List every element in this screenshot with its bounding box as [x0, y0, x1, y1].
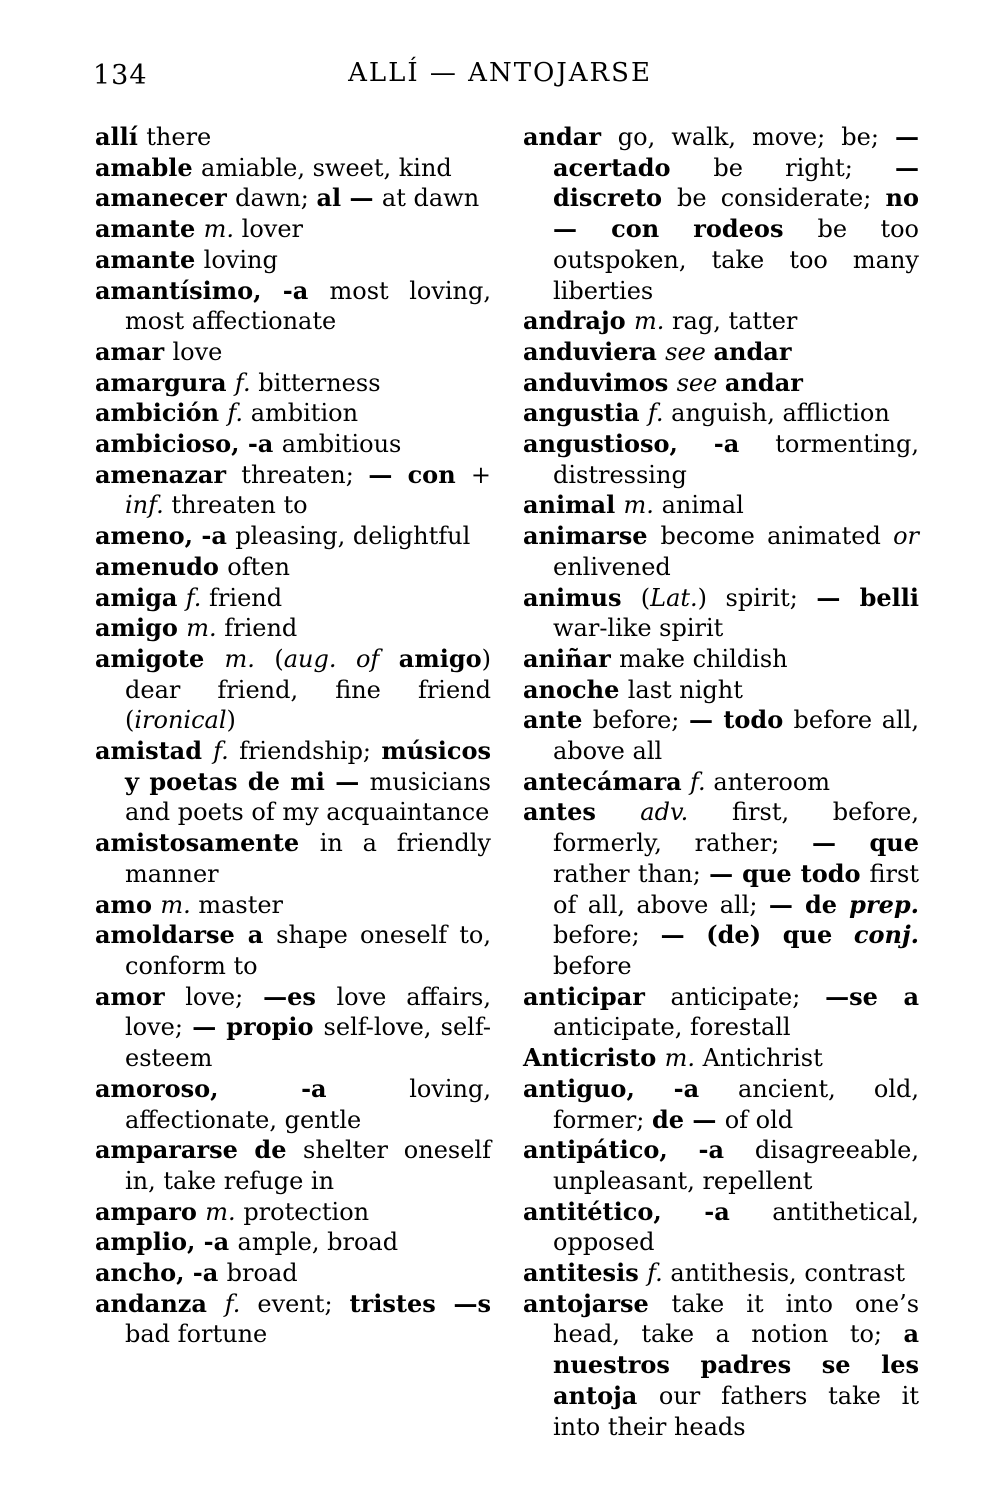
grammar-label: adv. — [640, 798, 733, 827]
headword: angustia — [523, 398, 648, 428]
entry-amenudo — [95, 552, 491, 583]
definition-text: first of all, above all; — [553, 859, 919, 919]
headword: antecámara — [523, 766, 691, 796]
definition-text: friend — [224, 614, 298, 643]
headword: amante — [95, 244, 204, 274]
definition-text: be right; — [713, 153, 896, 182]
definition-text: lover — [241, 215, 304, 244]
headword: amar — [95, 336, 173, 366]
bold-phrase: de — — [651, 1104, 725, 1134]
definition-text: master — [198, 890, 284, 919]
grammar-label: Lat. — [650, 583, 698, 612]
definition-text: anticipate; — [670, 982, 826, 1011]
page-number: 134 — [93, 60, 148, 91]
headword: amante — [95, 214, 204, 244]
headword: amo — [95, 889, 161, 919]
headword: andar — [523, 122, 618, 151]
definition-text: shape oneself to, conform to — [125, 921, 491, 980]
grammar-label: m. — [224, 644, 275, 673]
grammar-label: conj. — [853, 920, 919, 950]
grammar-label: aug. of — [283, 644, 399, 673]
bold-phrase: — que — [812, 828, 919, 858]
entry-amable — [95, 153, 491, 184]
headword: amenudo — [95, 551, 228, 581]
headword: Anticristo — [523, 1043, 665, 1073]
grammar-label: m. — [160, 890, 199, 919]
definition-text: threaten to — [171, 491, 308, 520]
definition-text: disagreeable, unpleasant, repellent — [553, 1136, 919, 1195]
headword: amigo — [95, 613, 187, 643]
definition-text: antithetical, opposed — [553, 1197, 919, 1257]
headword: ampararse de — [95, 1135, 304, 1165]
headword: amistad — [95, 736, 214, 766]
headword: amiga — [95, 582, 186, 612]
grammar-label: m. — [203, 215, 242, 244]
bold-phrase: — de — [768, 889, 850, 919]
entry-amistad — [95, 736, 491, 828]
grammar-label: m. — [623, 491, 662, 520]
definition-text: take it into one’s head, take a notion to; — [553, 1289, 920, 1349]
headword: amor — [95, 981, 186, 1011]
bold-phrase: — con — [368, 459, 471, 489]
headword: amoroso, -a — [95, 1073, 410, 1103]
grammar-label: f. — [227, 399, 251, 428]
definition-text: at dawn — [381, 184, 480, 213]
definition-text: before — [553, 951, 632, 980]
definition-text: amiable, sweet, kind — [201, 153, 452, 182]
definition-text: anticipate, forestall — [553, 1013, 791, 1042]
entry-amigote — [95, 644, 491, 736]
definition-text: friendship; — [239, 737, 382, 766]
entry-ante — [523, 705, 919, 766]
bold-phrase: —se a — [825, 981, 919, 1011]
grammar-label: f. — [234, 368, 259, 397]
definition-text: friend — [209, 583, 283, 612]
headword: anduviera — [523, 336, 666, 366]
definition-text: animal — [661, 491, 744, 520]
headword: ante — [523, 705, 593, 735]
definition-text: war-like spirit — [553, 614, 724, 643]
running-head: ALLÍ — ANTOJARSE — [348, 58, 652, 88]
definition-text: most loving, most affectionate — [125, 276, 491, 336]
entry-amargura — [95, 368, 491, 399]
headword: animarse — [523, 521, 661, 551]
grammar-label: or — [893, 522, 919, 551]
definition-text: there — [146, 123, 212, 151]
grammar-label: f. — [647, 399, 672, 428]
grammar-label: m. — [186, 614, 225, 643]
definition-text: ) — [226, 706, 236, 735]
definition-text: event; — [257, 1289, 350, 1318]
headword: antipático, -a — [523, 1135, 755, 1165]
entry-amparo — [95, 1197, 491, 1228]
headword: animus — [523, 582, 641, 612]
entry-amante — [95, 245, 491, 276]
definition-text: pleasing, delightful — [235, 522, 471, 551]
bold-phrase: músicos y poetas de mi — — [125, 736, 491, 796]
headword: amigote — [95, 643, 225, 673]
entry-amoldarse-a — [95, 920, 491, 981]
entry-ambicion — [95, 398, 491, 429]
entry-anoche — [523, 675, 919, 706]
headword: amplio, -a — [95, 1227, 238, 1257]
definition-text: ambition — [250, 399, 359, 428]
entry-animarse — [523, 521, 919, 582]
definition-text: make childish — [619, 644, 788, 673]
entry-amor — [95, 982, 491, 1074]
headword: amparo — [95, 1196, 206, 1226]
headword: antes — [523, 797, 641, 827]
entry-amigo — [95, 613, 491, 644]
grammar-label: m. — [634, 307, 673, 336]
definition-text: + — [470, 460, 491, 489]
definition-text: self-love, self-esteem — [125, 1013, 491, 1073]
bold-phrase: no — con rodeos — [553, 183, 919, 244]
bold-phrase: — (de) que — [660, 920, 854, 950]
entry-andar — [523, 122, 919, 306]
bold-phrase: tristes —s — [349, 1288, 491, 1318]
headword: aniñar — [523, 643, 620, 673]
headword: antiguo, -a — [523, 1073, 738, 1103]
headword: amistosamente — [95, 828, 320, 858]
bold-phrase: al — — [316, 183, 382, 213]
entry-anticipar — [523, 982, 919, 1043]
headword: ameno, -a — [95, 521, 236, 551]
headword: antitético, -a — [523, 1196, 773, 1226]
definition-text: love — [172, 337, 223, 366]
definition-text: rag, tatter — [672, 307, 798, 336]
definition-text: dawn; — [235, 184, 317, 213]
definition-text: bitterness — [258, 368, 381, 397]
definition-text: bad fortune — [125, 1320, 268, 1349]
entry-antipatico-a — [523, 1135, 919, 1196]
bold-phrase: — propio — [192, 1012, 324, 1042]
definition-text: first, before, formerly, rather; — [553, 798, 919, 858]
definition-text: in a friendly manner — [125, 829, 491, 888]
entry-antecamara — [523, 767, 919, 798]
entry-ameno-a — [95, 521, 491, 552]
definition-text: before all, above all — [553, 706, 920, 766]
right-column — [523, 122, 919, 1442]
grammar-label: see — [676, 368, 725, 397]
headword: amable — [95, 152, 202, 182]
definition-text: loving — [203, 245, 278, 274]
entry-antes — [523, 797, 919, 981]
two-column-text — [95, 122, 919, 1442]
entry-amenazar — [95, 460, 491, 521]
entry-andrajo — [523, 306, 919, 337]
bold-phrase: a nuestros padres se les antoja — [553, 1319, 919, 1410]
grammar-label: f. — [213, 737, 240, 766]
headword: amoldarse a — [95, 920, 277, 950]
entry-amplio-a — [95, 1227, 491, 1258]
definition-text: of old — [724, 1105, 794, 1134]
grammar-label: f. — [647, 1259, 671, 1288]
entry-ampararse-de — [95, 1135, 491, 1196]
grammar-label: inf. — [125, 491, 172, 520]
entry-amiga — [95, 583, 491, 614]
definition-text: ( — [274, 644, 284, 673]
grammar-label: f. — [185, 583, 210, 612]
bold-phrase: — discreto — [553, 152, 920, 213]
bold-phrase: —es — [263, 981, 337, 1011]
entry-antitetico-a — [523, 1197, 919, 1258]
left-column — [95, 122, 491, 1442]
definition-text: anteroom — [713, 767, 831, 796]
entry-amoroso-a — [95, 1074, 491, 1135]
headword: amanecer — [95, 183, 236, 213]
entry-antitesis — [523, 1258, 919, 1289]
headword: antitesis — [523, 1258, 648, 1288]
entry-anticristo — [523, 1043, 919, 1074]
entry-amantisimo-a — [95, 276, 491, 337]
entry-antojarse — [523, 1289, 919, 1443]
definition-text: shelter oneself in, take refuge in — [125, 1136, 491, 1195]
definition-text: musicians and poets of my acquaintance — [125, 767, 491, 827]
entry-animal — [523, 490, 919, 521]
definition-text: tormenting, distressing — [553, 430, 919, 489]
headword: anduvimos — [523, 367, 677, 397]
definition-text: protection — [243, 1197, 370, 1226]
headword: antojarse — [523, 1288, 672, 1318]
grammar-label: prep. — [849, 889, 920, 919]
definition-text: ancient, old, former; — [553, 1074, 919, 1134]
definition-text: enlivened — [553, 552, 671, 581]
grammar-label: m. — [205, 1197, 244, 1226]
bold-phrase: amigo — [398, 643, 482, 673]
headword: ambicioso, -a — [95, 429, 282, 459]
entry-ancho-a — [95, 1258, 491, 1289]
definition-text: anguish, affliction — [671, 399, 890, 428]
headword: andrajo — [523, 306, 635, 336]
entry-amar — [95, 337, 491, 368]
bold-phrase: — todo — [688, 705, 794, 735]
grammar-label: ironical — [134, 706, 227, 735]
entry-anduviera — [523, 337, 919, 368]
definition-text: become animated — [660, 522, 894, 551]
definition-text: often — [227, 552, 290, 581]
definition-text: loving, affectionate, gentle — [125, 1074, 491, 1134]
definition-text: go, walk, move; be; — [617, 123, 895, 151]
headword: amargura — [95, 367, 235, 397]
headword: angustioso, -a — [523, 429, 776, 459]
definition-text: love affairs, love; — [125, 982, 491, 1042]
entry-amante — [95, 214, 491, 245]
headword: anticipar — [523, 981, 671, 1011]
definition-text: ample, broad — [237, 1228, 399, 1257]
grammar-label: f. — [690, 767, 714, 796]
headword: allí — [95, 122, 147, 151]
definition-text: be too outspoken, take too many liberties — [553, 215, 919, 305]
headword: ambición — [95, 398, 228, 428]
definition-text: ) dear friend, fine friend ( — [125, 644, 492, 735]
entry-antiguo-a — [523, 1074, 919, 1135]
headword: andanza — [95, 1288, 225, 1318]
entry-andanza — [95, 1289, 491, 1350]
entry-angustioso-a — [523, 429, 919, 490]
definition-text: ) spirit; — [697, 583, 817, 612]
definition-text: love; — [185, 982, 264, 1011]
headword: amenazar — [95, 459, 242, 489]
grammar-label: m. — [664, 1044, 703, 1073]
entry-alli — [95, 122, 491, 153]
headword: amantísimo, -a — [95, 275, 330, 305]
definition-text: broad — [226, 1259, 298, 1288]
bold-phrase: — que todo — [709, 858, 870, 888]
definition-text: last night — [627, 675, 743, 704]
headword: ancho, -a — [95, 1258, 227, 1288]
entry-anduvimos — [523, 368, 919, 399]
entry-amanecer — [95, 183, 491, 214]
definition-text: threaten; — [241, 460, 369, 489]
bold-phrase: — acertado — [553, 122, 919, 182]
definition-text: ambitious — [281, 430, 402, 459]
definition-text: our fathers take it into their heads — [553, 1381, 919, 1441]
definition-text: antithesis, contrast — [670, 1259, 906, 1288]
definition-text: Antichrist — [702, 1044, 823, 1073]
grammar-label: f. — [224, 1289, 258, 1318]
headword: anoche — [523, 674, 628, 704]
entry-angustia — [523, 398, 919, 429]
entry-animus — [523, 583, 919, 644]
entry-amo — [95, 890, 491, 921]
definition-text: before; — [592, 706, 689, 735]
entry-ambicioso-a — [95, 429, 491, 460]
bold-phrase: andar — [724, 367, 803, 397]
grammar-label: see — [665, 337, 714, 366]
definition-text: ( — [640, 583, 651, 612]
definition-text: rather than; — [553, 859, 710, 888]
definition-text: be considerate; — [676, 184, 886, 213]
bold-phrase: — belli — [816, 582, 920, 612]
definition-text: before; — [553, 921, 661, 950]
entry-amistosamente — [95, 828, 491, 889]
headword: animal — [523, 490, 624, 520]
bold-phrase: andar — [713, 336, 792, 366]
entry-aninar — [523, 644, 919, 675]
